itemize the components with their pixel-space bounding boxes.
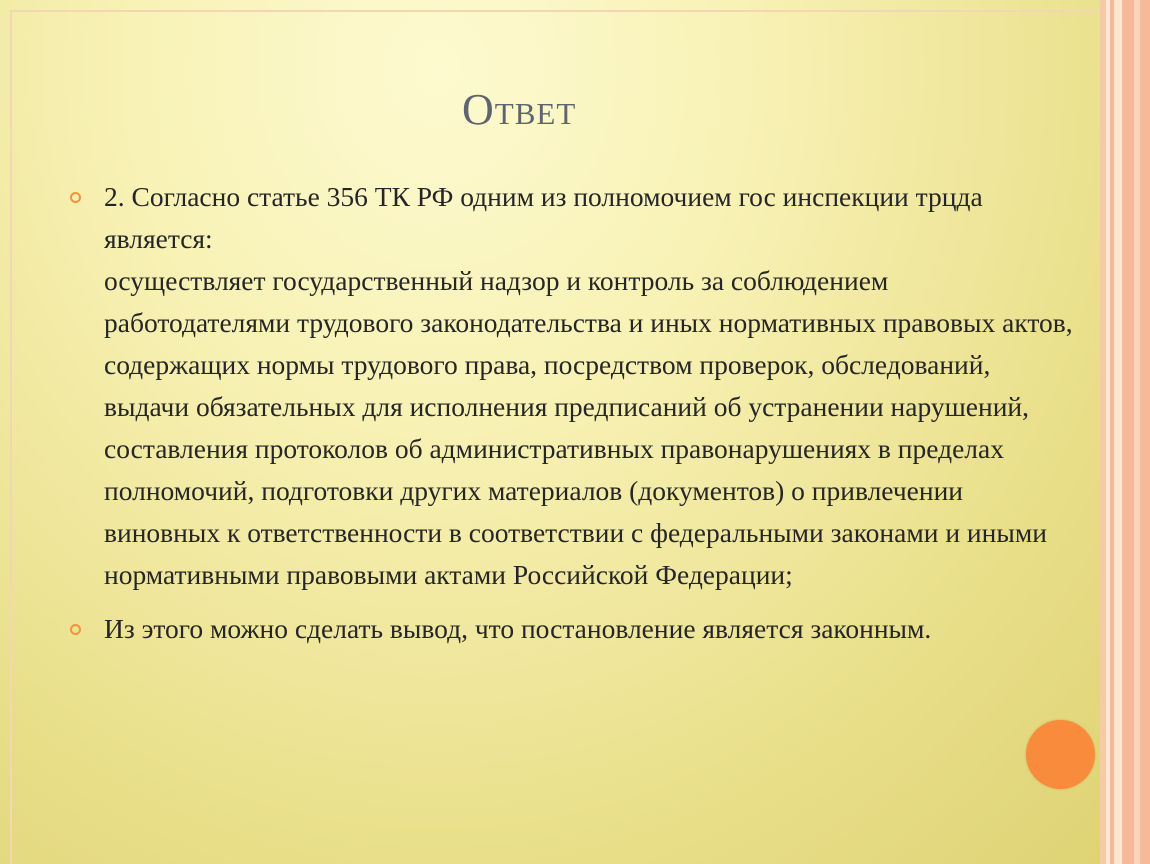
bullet-paragraph: Из этого можно сделать вывод, что постановление является законным.	[104, 613, 932, 644]
frame-line-left	[10, 10, 12, 864]
bullet-circle-icon	[70, 624, 81, 635]
frame-line-top	[10, 10, 1100, 12]
decor-stripe	[1134, 0, 1140, 864]
bullet-item	[70, 608, 1080, 650]
bullet-item	[70, 176, 1080, 596]
decor-orange-circle-icon	[1026, 720, 1095, 789]
bullet-circle-icon	[70, 192, 81, 203]
decor-stripe	[1114, 0, 1122, 864]
bullet-paragraph: осуществляет государственный надзор и контроль за соблюдением работодателями трудового законодательства и иных нормативных правовых актов, содержащих нормы трудового права, посредством проверок, обследований, выдачи обязательных для исполнения предписаний об устранении нарушений, составления протоколов об административных правонарушениях в пределах полномочий, подготовки других материалов (документов) о привлечении виновных к ответственности в соответствии с федеральными законами и иными нормативными правовыми актами Российской Федерации;	[104, 265, 1073, 590]
bullet-paragraph: 2. Согласно статье 356 ТК РФ одним из полномочием гос инспекции трцда является:	[104, 181, 983, 254]
bullet-list	[70, 176, 1080, 650]
slide-title: Ответ	[462, 85, 577, 134]
